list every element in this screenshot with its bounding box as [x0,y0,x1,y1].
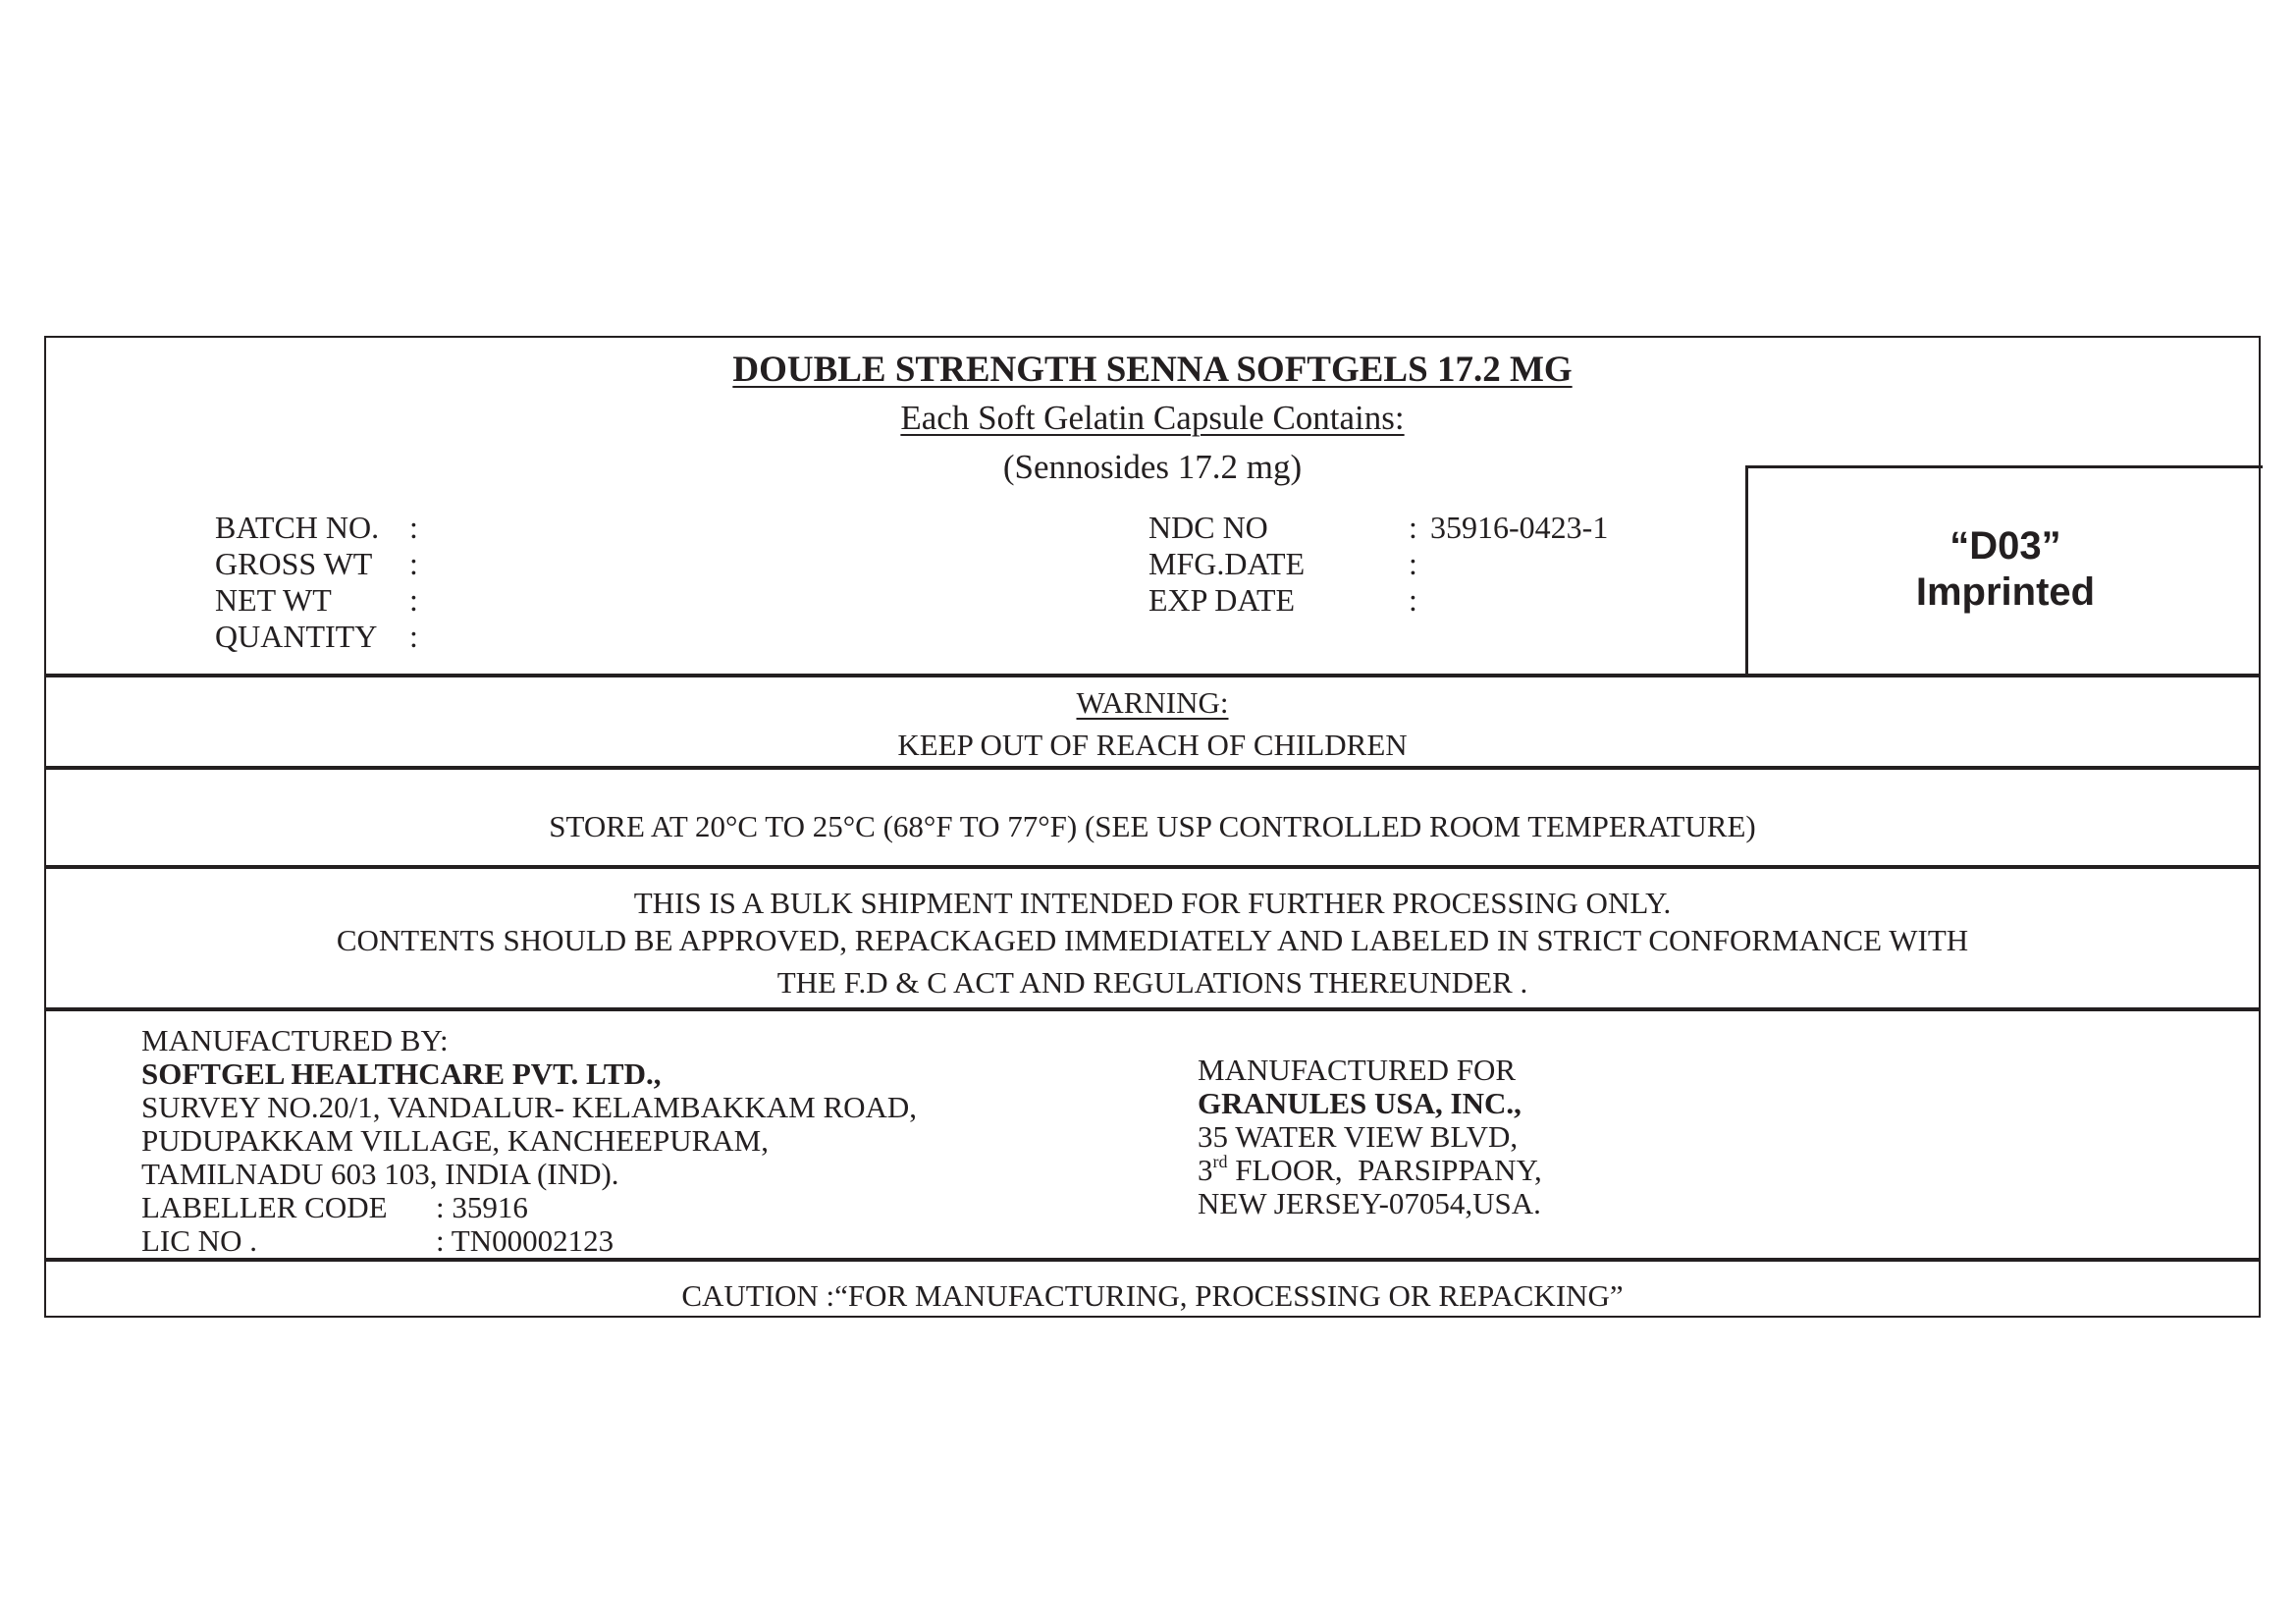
manufactured-for-heading: MANUFACTURED FOR [1198,1053,1517,1087]
ndc-no-sep: : [1409,510,1417,545]
bulk-notice-line-1: THIS IS A BULK SHIPMENT INTENDED FOR FURTHER PROCESSING ONLY. [633,886,1672,920]
active-ingredient: (Sennosides 17.2 mg) [1002,448,1303,486]
gross-wt-label: GROSS WT [215,546,373,581]
net-wt-label: NET WT [215,582,332,618]
capsule-contents-heading: Each Soft Gelatin Capsule Contains: [900,399,1405,437]
batch-no-label: BATCH NO. [215,510,380,545]
imprint-label: Imprinted [1915,570,2096,614]
mfg-date-sep: : [1409,546,1417,581]
quantity-sep: : [409,619,418,654]
section-divider [46,674,2259,677]
net-wt-sep: : [409,582,418,618]
ndc-no-value: 35916-0423-1 [1430,510,1609,545]
bulk-notice-line-2: CONTENTS SHOULD BE APPROVED, REPACKAGED IMMEDIATELY AND LABELED IN STRICT CONFORMANCE WITH [336,923,1969,957]
labeller-code-label: LABELLER CODE [141,1190,388,1224]
distributor-address-3: NEW JERSEY-07054,USA. [1198,1186,1541,1220]
product-title: DOUBLE STRENGTH SENNA SOFTGELS 17.2 MG [732,350,1573,390]
lic-no-value: : TN00002123 [436,1223,614,1258]
floor-ordinal: rd [1212,1152,1228,1171]
section-divider [46,1258,2259,1262]
exp-date-sep: : [1409,582,1417,618]
section-divider [46,766,2259,770]
distributor-name: GRANULES USA, INC., [1198,1086,1522,1120]
section-divider [46,1007,2259,1011]
product-label [44,336,2261,1318]
warning-heading: WARNING: [1076,685,1229,720]
batch-no-sep: : [409,510,418,545]
manufacturer-address-1: SURVEY NO.20/1, VANDALUR- KELAMBAKKAM ROAD, [141,1090,918,1124]
distributor-address-2 [1198,1152,1542,1187]
storage-instructions: STORE AT 20°C TO 25°C (68°F TO 77°F) (SEE USP CONTROLLED ROOM TEMPERATURE) [549,809,1756,843]
exp-date-label: EXP DATE [1148,582,1296,618]
imprint-box [1745,465,2263,676]
distributor-address-1: 35 WATER VIEW BLVD, [1198,1119,1519,1154]
floor-city: FLOOR, PARSIPPANY, [1227,1153,1542,1187]
manufactured-by-heading: MANUFACTURED BY: [141,1023,449,1057]
manufacturer-address-3: TAMILNADU 603 103, INDIA (IND). [141,1157,619,1191]
gross-wt-sep: : [409,546,418,581]
bulk-notice-line-3: THE F.D & C ACT AND REGULATIONS THEREUNDER . [776,965,1528,1000]
warning-text: KEEP OUT OF REACH OF CHILDREN [897,728,1408,762]
manufacturer-name: SOFTGEL HEALTHCARE PVT. LTD., [141,1056,662,1091]
floor-number: 3 [1198,1153,1213,1187]
section-divider [46,865,2259,869]
manufacturer-address-2: PUDUPAKKAM VILLAGE, KANCHEEPURAM, [141,1123,769,1158]
ndc-no-label: NDC NO [1148,510,1268,545]
labeller-code-value: : 35916 [436,1190,528,1224]
quantity-label: QUANTITY [215,619,378,654]
mfg-date-label: MFG.DATE [1148,546,1306,581]
lic-no-label: LIC NO . [141,1223,257,1258]
imprint-code: “D03” [1949,524,2061,568]
caution-text: CAUTION :“FOR MANUFACTURING, PROCESSING OR REPACKING” [681,1278,1624,1313]
